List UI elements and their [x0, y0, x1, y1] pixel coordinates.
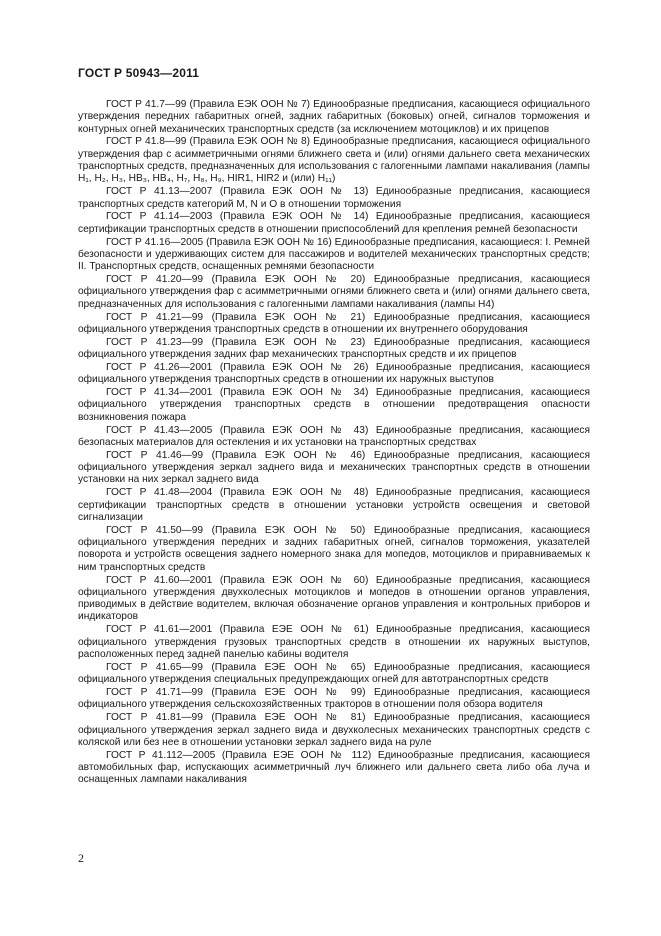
list-item: ГОСТ Р 41.21—99 (Правила ЕЭК ООН № 21) Единообразные предписания, касающиеся официального утверждения транспортных средств в отношении их внутреннего оборудования [78, 311, 590, 335]
list-item: ГОСТ Р 41.26—2001 (Правила ЕЭК ООН № 26) Единообразные предписания, касающиеся официального утверждения транспортных средств в отношении их наружных выступов [78, 361, 590, 386]
list-item: ГОСТ Р 41.20—99 (Правила ЕЭК ООН № 20) Единообразные предписания, касающиеся официального утверждения фар с асимметричными огнями ближнего света и (или) огнями дальнего света, предназначенных для использования с галогенными лампами накаливания (лампы H4) [78, 274, 590, 310]
list-item: ГОСТ Р 41.81—99 (Правила ЕЭЕ ООН № 81) Единообразные предписания, касающиеся официального утверждения зеркал заднего вида и двухколесных механических транспортных средств с коляской или без нее в отношении установки зеркал заднего вида на руле [78, 712, 590, 748]
list-item: ГОСТ Р 41.61—2001 (Правила ЕЭЕ ООН № 61) Единообразные предписания, касающиеся официального утверждения грузовых транспортных средств в отношении их наружных выступов, расположенных перед задней панелью кабины водителя [78, 624, 590, 660]
list-item: ГОСТ Р 41.7—99 (Правила ЕЭК ООН № 7) Единообразные предписания, касающиеся официального утверждения передних габаритных огней, задних габаритных (боковых) огней, сигналов торможения и контурных огней механических транспортных средств (за исключением мотоциклов) и их прицепов [78, 99, 590, 135]
list-item: ГОСТ Р 41.13—2007 (Правила ЕЭК ООН № 13) Единообразные предписания, касающиеся транспортных средств категорий M, N и O в отношении торможения [78, 186, 590, 210]
page-number: 2 [78, 851, 84, 865]
list-item: ГОСТ Р 41.8—99 (Правила ЕЭК ООН № 8) Единообразные предписания, касающиеся официального утверждения фар с асимметричными огнями ближнего света и (или) огнями дальнего света механических транспортных средств, предназначенных для использования с галогенными лампами накаливания (лампы H₁, H₂, H₃, HB₃, HB₄, H₇, H₈, H₉, HIR1, HIR2 и (или) H₁₁) [78, 136, 590, 185]
document-header: ГОСТ Р 50943—2011 [78, 66, 200, 80]
list-item: ГОСТ Р 41.48—2004 (Правила ЕЭК ООН № 48) Единообразные предписания, касающиеся сертификации транспортных средств в отношении установки устройств освещения и световой сигнализации [78, 487, 590, 523]
list-item: ГОСТ Р 41.60—2001 (Правила ЕЭК ООН № 60) Единообразные предписания, касающиеся официального утверждения двухколесных мотоциклов и мопедов в отношении органов управления, приводимых в действие водителем, включая обозначение органов управления и контрольных приборов и индикаторов [78, 574, 590, 623]
standards-list [78, 99, 590, 787]
list-item: ГОСТ Р 41.14—2003 (Правила ЕЭК ООН № 14) Единообразные предписания, касающиеся сертификации транспортных средств в отношении приспособлений для крепления ремней безопасности [78, 211, 590, 235]
list-item: ГОСТ Р 41.112—2005 (Правила ЕЭЕ ООН № 112) Единообразные предписания, касающиеся автомобильных фар, испускающих асимметричный луч ближнего или дальнего света либо оба луча и оснащенных лампами накаливания [78, 749, 590, 786]
list-item: ГОСТ Р 41.50—99 (Правила ЕЭК ООН № 50) Единообразные предписания, касающиеся официального утверждения передних и задних габаритных огней, сигналов торможения, указателей поворота и устройств освещения заднего номерного знака для мопедов, мотоциклов и приравниваемых к ним транспортных средств [78, 524, 590, 573]
list-item: ГОСТ Р 41.34—2001 (Правила ЕЭК ООН № 34) Единообразные предписания, касающиеся официального утверждения транспортных средств в отношении предотвращения опасности возникновения пожара [78, 387, 590, 423]
list-item: ГОСТ Р 41.71—99 (Правила ЕЭЕ ООН № 99) Единообразные предписания, касающиеся официального утверждения сельскохозяйственных тракторов в отношении поля обзора водителя [78, 687, 590, 711]
list-item: ГОСТ Р 41.65—99 (Правила ЕЭЕ ООН № 65) Единообразные предписания, касающиеся официального утверждения специальных предупреждающих огней для автотранспортных средств [78, 661, 590, 686]
list-item: ГОСТ Р 41.46—99 (Правила ЕЭК ООН № 46) Единообразные предписания, касающиеся официального утверждения зеркал заднего вида и механических транспортных средств в отношении установки на них зеркал заднего вида [78, 449, 590, 486]
list-item: ГОСТ Р 41.16—2005 (Правила ЕЭК ООН № 16) Единообразные предписания, касающиеся: I. Ремней безопасности и удерживающих систем для пассажиров и водителей механических транспортных средств; II. Транспортных средств, оснащенных ремнями безопасности [78, 236, 590, 273]
list-item: ГОСТ Р 41.43—2005 (Правила ЕЭК ООН № 43) Единообразные предписания, касающиеся безопасных материалов для остекления и их установки на транспортных средствах [78, 424, 590, 448]
list-item: ГОСТ Р 41.23—99 (Правила ЕЭК ООН № 23) Единообразные предписания, касающиеся официального утверждения задних фар механических транспортных средств и их прицепов [78, 336, 590, 361]
